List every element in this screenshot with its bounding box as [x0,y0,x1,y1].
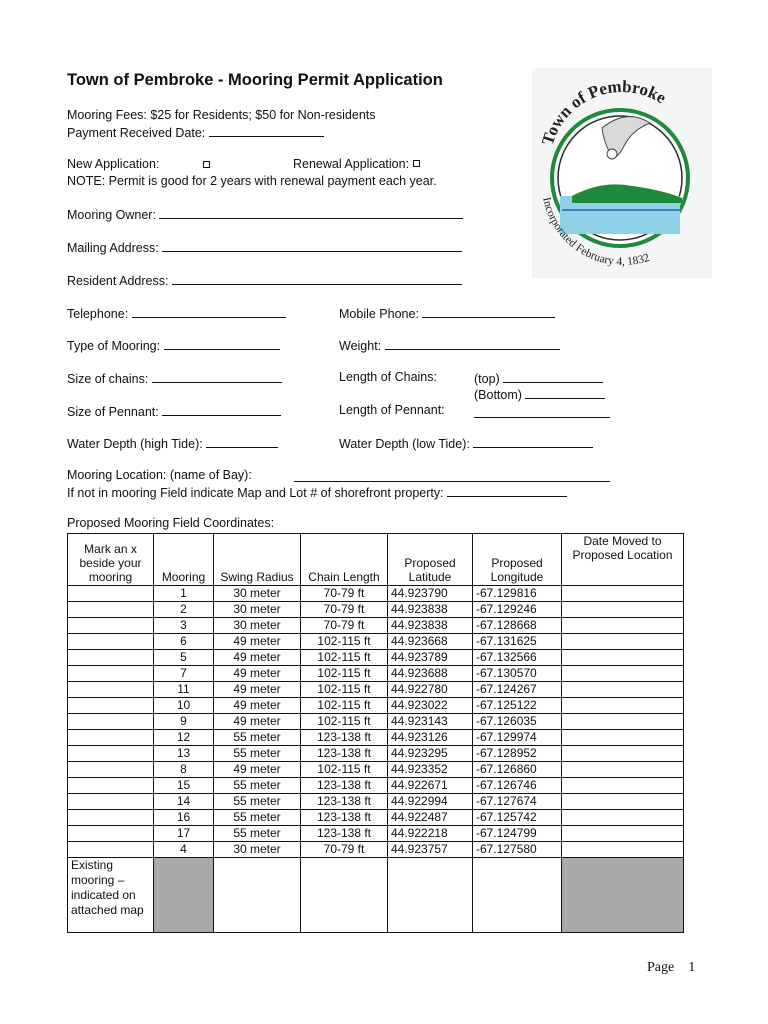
chain-length-cell: 123-138 ft [301,746,388,762]
swing-radius-cell: 55 meter [214,778,301,794]
depth-high-label: Water Depth (high Tide): [67,437,203,451]
shorefront-row [67,484,567,500]
longitude-cell: -67.126860 [473,762,562,778]
mailing-row [67,239,462,255]
chain-length-cell: 102-115 ft [301,698,388,714]
longitude-cell: -67.129816 [473,586,562,602]
swing-radius-cell: 30 meter [214,618,301,634]
longitude-cell: -67.125122 [473,698,562,714]
date-moved-cell[interactable] [562,762,684,778]
mark-cell[interactable] [68,682,154,698]
date-moved-cell[interactable] [562,778,684,794]
swing-radius-cell: 55 meter [214,794,301,810]
shorefront-label: If not in mooring Field indicate Map and Lot # of shorefront property: [67,486,444,500]
resident-field[interactable] [172,272,462,285]
longitude-cell: -67.124267 [473,682,562,698]
swing-radius-cell: 30 meter [214,842,301,858]
mooring-number-cell: 14 [154,794,214,810]
owner-field[interactable] [159,206,463,219]
longitude-cell: -67.128668 [473,618,562,634]
longitude-cell: -67.126035 [473,714,562,730]
mooring-number-cell: 15 [154,778,214,794]
renewal-checkbox[interactable] [413,160,420,167]
table-row [68,746,684,762]
pennant-size-field[interactable] [162,403,281,416]
mooring-coordinates-table [67,533,684,933]
payment-row [67,124,324,140]
mooring-number-cell: 4 [154,842,214,858]
chain-length-cell: 102-115 ft [301,762,388,778]
longitude-cell: -67.125742 [473,810,562,826]
table-row [68,650,684,666]
mooring-number-cell: 13 [154,746,214,762]
mark-cell[interactable] [68,714,154,730]
mooring-number-cell: 2 [154,602,214,618]
weight-row [339,337,560,353]
mark-cell[interactable] [68,586,154,602]
table-row [68,666,684,682]
table-row [68,762,684,778]
chains-top-row [474,370,603,386]
mailing-label: Mailing Address: [67,241,159,255]
date-moved-cell[interactable] [562,666,684,682]
swing-radius-cell: 49 meter [214,650,301,666]
mark-cell[interactable] [68,746,154,762]
chain-length-cell: 102-115 ft [301,650,388,666]
mark-cell[interactable] [68,650,154,666]
header-chain-length: Chain Length [301,534,388,586]
table-row [68,586,684,602]
swing-radius-cell: 49 meter [214,714,301,730]
chain-length-cell: 70-79 ft [301,618,388,634]
latitude-cell: 44.923668 [388,634,473,650]
type-row [67,337,280,353]
page-number: 1 [688,960,696,975]
note-text: NOTE: Permit is good for 2 years with renewal payment each year. [67,174,437,188]
swing-radius-cell: 49 meter [214,666,301,682]
date-moved-cell[interactable] [562,602,684,618]
new-application-checkbox[interactable] [203,161,210,168]
date-moved-cell[interactable] [562,730,684,746]
table-row [68,730,684,746]
chains-length-label: Length of Chains: [339,370,437,384]
table-row [68,778,684,794]
longitude-cell: -67.128952 [473,746,562,762]
fees-text: Mooring Fees: $25 for Residents; $50 for Non-residents [67,108,376,122]
date-moved-cell[interactable] [562,842,684,858]
longitude-cell: -67.130570 [473,666,562,682]
mooring-number-cell: 1 [154,586,214,602]
chains-size-row [67,370,282,386]
pennant-size-label: Size of Pennant: [67,405,159,419]
swing-radius-cell: 49 meter [214,762,301,778]
existing-chain-cell[interactable] [301,858,388,933]
table-row [68,826,684,842]
mooring-number-cell: 8 [154,762,214,778]
mooring-number-cell: 3 [154,618,214,634]
date-moved-cell[interactable] [562,682,684,698]
date-moved-cell[interactable] [562,618,684,634]
header-latitude: Proposed Latitude [388,534,473,586]
date-moved-cell[interactable] [562,746,684,762]
chains-size-label: Size of chains: [67,372,149,386]
swing-radius-cell: 55 meter [214,826,301,842]
swing-radius-cell: 55 meter [214,730,301,746]
payment-label: Payment Received Date: [67,126,206,140]
date-moved-cell[interactable] [562,634,684,650]
mooring-number-cell: 17 [154,826,214,842]
date-moved-cell[interactable] [562,826,684,842]
telephone-field[interactable] [132,305,286,318]
depth-low-field[interactable] [473,435,593,448]
owner-label: Mooring Owner: [67,208,156,222]
chain-length-cell: 123-138 ft [301,826,388,842]
mark-cell[interactable] [68,794,154,810]
table-row [68,602,684,618]
table-row [68,698,684,714]
mooring-number-cell: 10 [154,698,214,714]
latitude-cell: 44.923838 [388,618,473,634]
latitude-cell: 44.923143 [388,714,473,730]
mobile-field[interactable] [422,305,555,318]
existing-lon-cell[interactable] [473,858,562,933]
mooring-number-cell: 11 [154,682,214,698]
date-moved-cell[interactable] [562,586,684,602]
chain-length-cell: 102-115 ft [301,682,388,698]
longitude-cell: -67.129974 [473,730,562,746]
telephone-row [67,305,286,321]
swing-radius-cell: 49 meter [214,682,301,698]
latitude-cell: 44.923790 [388,586,473,602]
page-title: Town of Pembroke - Mooring Permit Application [67,71,443,89]
latitude-cell: 44.923352 [388,762,473,778]
chain-length-cell: 123-138 ft [301,794,388,810]
longitude-cell: -67.124799 [473,826,562,842]
pennant-length-field[interactable] [474,405,610,418]
table-row [68,634,684,650]
resident-row [67,272,462,288]
seal-bottom-text: Incorporated February 4, 1832 [540,196,651,269]
latitude-cell: 44.922994 [388,794,473,810]
shaded-cell [154,858,214,933]
mooring-number-cell: 9 [154,714,214,730]
seal-graphic [532,68,712,278]
latitude-cell: 44.923757 [388,842,473,858]
mark-cell[interactable] [68,730,154,746]
new-application-label: New Application: [67,157,160,171]
latitude-cell: 44.922671 [388,778,473,794]
longitude-cell: -67.126746 [473,778,562,794]
header-swing-radius: Swing Radius [214,534,301,586]
longitude-cell: -67.132566 [473,650,562,666]
latitude-cell: 44.923789 [388,650,473,666]
latitude-cell: 44.923126 [388,730,473,746]
table-row [68,618,684,634]
header-date-moved: Date Moved to Proposed Location [562,534,684,586]
table-row [68,842,684,858]
resident-label: Resident Address: [67,274,169,288]
new-application-row [67,157,159,171]
latitude-cell: 44.922218 [388,826,473,842]
mark-cell[interactable] [68,826,154,842]
chain-length-cell: 70-79 ft [301,586,388,602]
page-label: Page [647,960,675,975]
shorefront-field[interactable] [447,484,567,497]
existing-swing-cell[interactable] [214,858,301,933]
mooring-number-cell: 5 [154,650,214,666]
mark-cell[interactable] [68,762,154,778]
mark-cell[interactable] [68,618,154,634]
mobile-row [339,305,555,321]
mark-cell[interactable] [68,666,154,682]
swing-radius-cell: 30 meter [214,586,301,602]
depth-low-row [339,435,593,451]
swing-radius-cell: 49 meter [214,698,301,714]
date-moved-cell[interactable] [562,714,684,730]
chain-length-cell: 102-115 ft [301,714,388,730]
chain-length-cell: 102-115 ft [301,666,388,682]
type-label: Type of Mooring: [67,339,161,353]
mark-cell[interactable] [68,634,154,650]
date-moved-cell[interactable] [562,794,684,810]
mobile-label: Mobile Phone: [339,307,419,321]
renewal-label: Renewal Application: [293,157,410,171]
header-mark: Mark an x beside your mooring [68,534,154,586]
seal-top-text: Town of Pembroke [537,76,670,148]
longitude-cell: -67.129246 [473,602,562,618]
top-label: (top) [474,372,500,386]
payment-date-field[interactable] [209,124,324,137]
mailing-field[interactable] [162,239,462,252]
weight-label: Weight: [339,339,382,353]
mooring-number-cell: 12 [154,730,214,746]
table-row [68,794,684,810]
date-moved-cell[interactable] [562,810,684,826]
longitude-cell: -67.127580 [473,842,562,858]
chain-length-cell: 70-79 ft [301,602,388,618]
existing-mooring-label: Existing mooring – indicated on attached map [68,858,154,933]
telephone-label: Telephone: [67,307,129,321]
depth-high-field[interactable] [206,435,278,448]
pennant-size-row [67,403,281,419]
mark-cell[interactable] [68,810,154,826]
latitude-cell: 44.922780 [388,682,473,698]
mooring-number-cell: 6 [154,634,214,650]
latitude-cell: 44.923022 [388,698,473,714]
header-mooring: Mooring [154,534,214,586]
weight-field[interactable] [385,337,560,350]
table-row [68,810,684,826]
owner-row [67,206,463,222]
mooring-number-cell: 7 [154,666,214,682]
latitude-cell: 44.923688 [388,666,473,682]
swing-radius-cell: 49 meter [214,634,301,650]
swing-radius-cell: 55 meter [214,810,301,826]
location-field[interactable] [294,469,610,482]
date-moved-cell[interactable] [562,698,684,714]
chain-length-cell: 70-79 ft [301,842,388,858]
table-caption: Proposed Mooring Field Coordinates: [67,516,275,530]
table-header-row [68,534,684,586]
chains-bottom-row [474,386,605,402]
date-moved-cell[interactable] [562,650,684,666]
type-field[interactable] [164,337,280,350]
town-seal-logo [532,68,712,278]
swing-radius-cell: 30 meter [214,602,301,618]
depth-low-label: Water Depth (low Tide): [339,437,470,451]
header-longitude: Proposed Longitude [473,534,562,586]
renewal-row [293,157,420,171]
chain-length-cell: 123-138 ft [301,778,388,794]
pennant-length-label: Length of Pennant: [339,403,445,417]
longitude-cell: -67.127674 [473,794,562,810]
shaded-cell [562,858,684,933]
latitude-cell: 44.923838 [388,602,473,618]
latitude-cell: 44.923295 [388,746,473,762]
location-label: Mooring Location: (name of Bay): [67,468,252,482]
chain-length-cell: 102-115 ft [301,634,388,650]
chains-bottom-field[interactable] [525,386,605,399]
page-footer [647,960,695,976]
latitude-cell: 44.922487 [388,810,473,826]
existing-mooring-row [68,858,684,933]
mark-cell[interactable] [68,602,154,618]
mooring-number-cell: 16 [154,810,214,826]
chain-length-cell: 123-138 ft [301,730,388,746]
depth-high-row [67,435,278,451]
chain-length-cell: 123-138 ft [301,810,388,826]
chains-size-field[interactable] [152,370,282,383]
bottom-label: (Bottom) [474,388,522,402]
longitude-cell: -67.131625 [473,634,562,650]
chains-top-field[interactable] [503,370,603,383]
existing-lat-cell[interactable] [388,858,473,933]
swing-radius-cell: 55 meter [214,746,301,762]
mark-cell[interactable] [68,698,154,714]
table-row [68,682,684,698]
mark-cell[interactable] [68,842,154,858]
table-row [68,714,684,730]
mark-cell[interactable] [68,778,154,794]
